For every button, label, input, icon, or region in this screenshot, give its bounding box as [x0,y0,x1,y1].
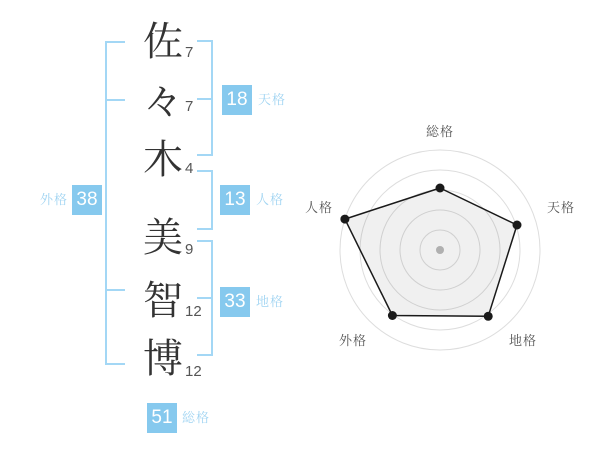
jinkaku-label: 人格 [256,192,285,207]
bracket-tick [197,228,213,230]
radar-chart [290,95,590,385]
name-character: 木 [143,138,183,182]
bracket-tick [197,354,213,356]
bracket-tick [197,154,213,156]
soukaku-value-badge: 51 [147,403,177,433]
bracket-tick [197,297,213,299]
name-character: 美 [143,216,183,260]
bracket-line [105,41,107,365]
bracket-tick [197,170,213,172]
stroke-count: 12 [185,363,202,380]
radar-axis-label: 天格 [546,200,576,215]
bracket-tick [197,240,213,242]
stroke-count: 7 [185,44,194,61]
bracket-tick [105,41,125,43]
tenkaku-value-badge: 18 [222,85,252,115]
radar-vertex-dot [388,311,397,320]
bracket-tick [197,40,213,42]
tenkaku-label: 天格 [258,92,287,107]
name-character: 佐 [143,20,183,64]
radar-vertex-dot [484,312,493,321]
stroke-count: 9 [185,241,194,258]
soukaku-label: 総格 [182,410,211,425]
chikaku-label: 地格 [256,294,285,309]
chikaku-value-badge: 33 [220,287,250,317]
bracket-tick [105,363,125,365]
gaikaku-label: 外格 [40,192,69,207]
name-character: 智 [143,279,183,323]
bracket-tick [105,99,125,101]
radar-axis-label: 外格 [338,333,368,348]
radar-axis-label: 総格 [425,124,455,139]
radar-vertex-dot [513,221,522,230]
stroke-count: 7 [185,98,194,115]
jinkaku-value-badge: 13 [220,185,250,215]
name-character: 々 [143,80,183,124]
radar-axis-label: 人格 [304,200,334,215]
radar-vertex-dot [340,215,349,224]
name-character: 博 [143,337,183,381]
gaikaku-value-badge: 38 [72,185,102,215]
radar-vertex-dot [436,184,445,193]
radar-axis-label: 地格 [508,333,538,348]
radar-polygon [345,188,517,316]
bracket-tick [105,289,125,291]
bracket-line [211,170,213,230]
stroke-count: 4 [185,160,194,177]
bracket-tick [197,98,213,100]
stroke-count: 12 [185,303,202,320]
